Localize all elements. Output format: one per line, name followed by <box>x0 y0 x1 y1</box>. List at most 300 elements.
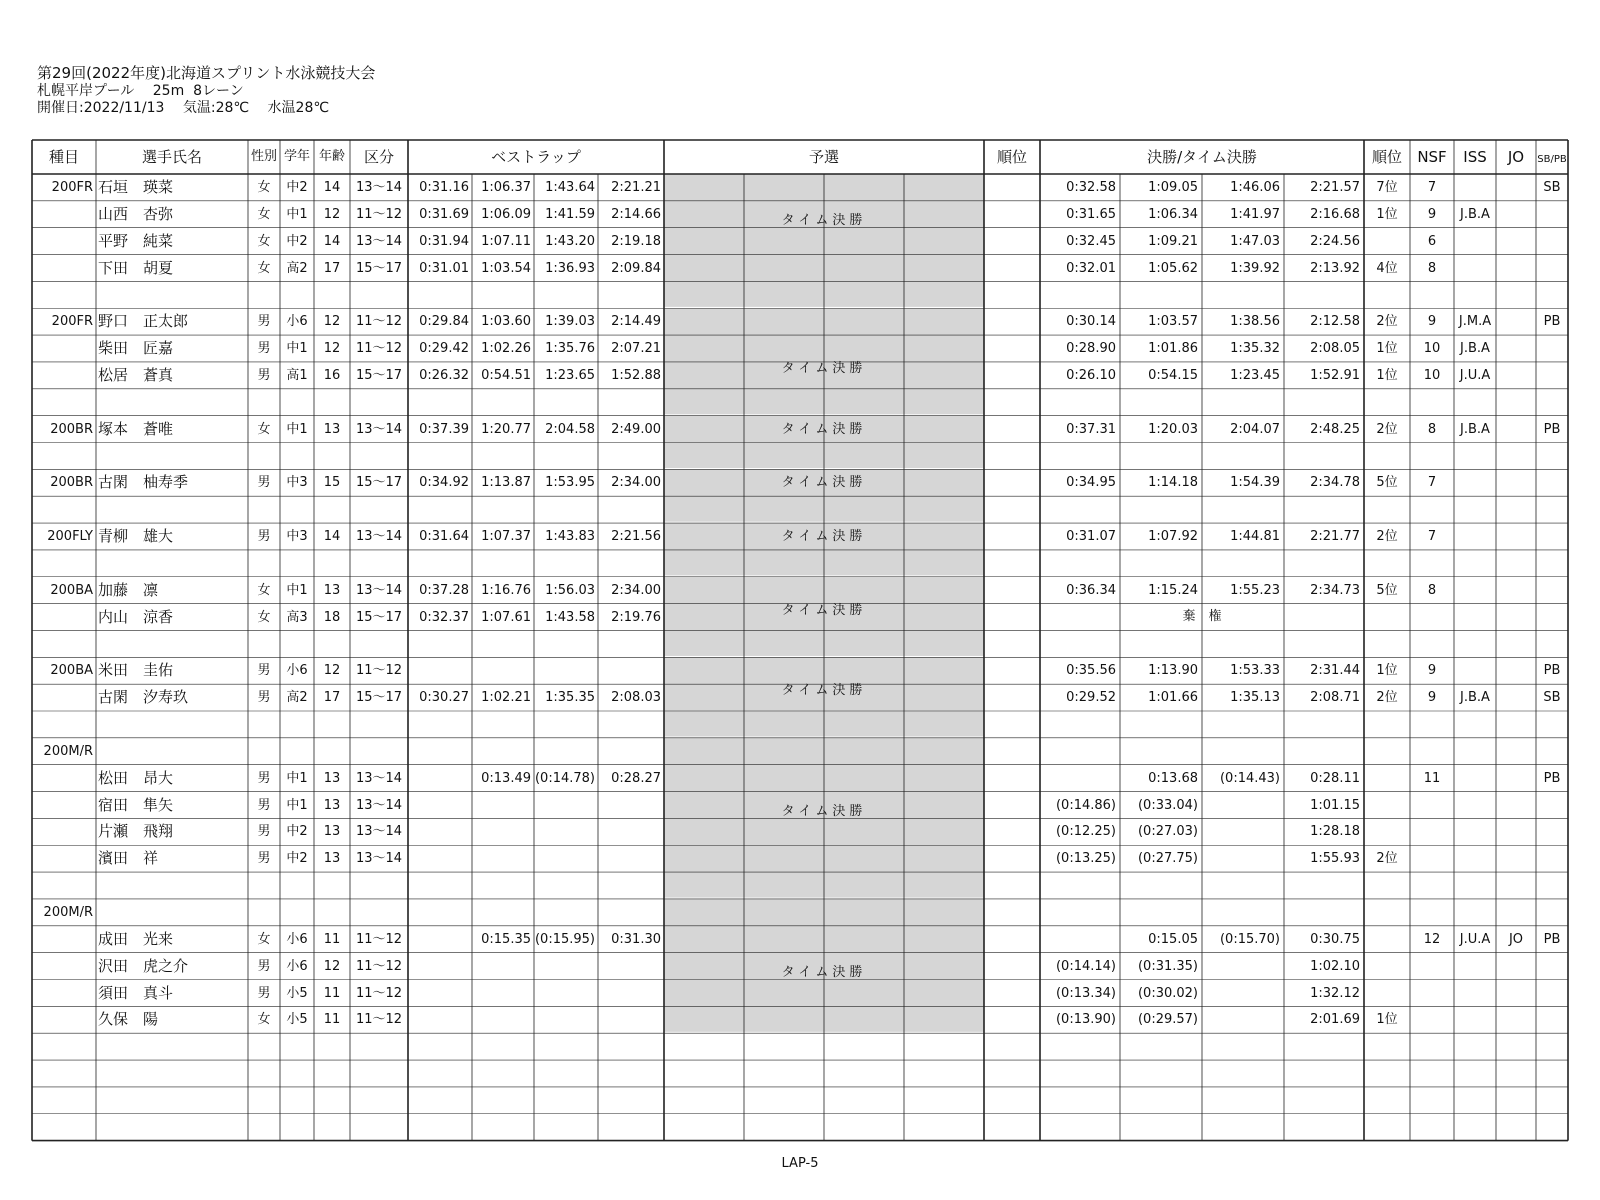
final-rank-cell: 5位 <box>1376 475 1398 491</box>
final-lap-cell: 0:15.05 <box>1148 931 1198 947</box>
abstain-label: 棄 権 <box>1182 608 1222 624</box>
sex-cell: 男 <box>257 314 271 330</box>
final-rank-cell: 2位 <box>1376 529 1398 545</box>
age-cell: 11 <box>323 1012 341 1028</box>
final-lap-cell: 2:48.25 <box>1310 421 1360 437</box>
final-lap-cell: 0:31.07 <box>1066 529 1116 545</box>
header-event: 種目 <box>48 148 79 166</box>
sex-cell: 女 <box>257 260 271 276</box>
age-cell: 13 <box>323 824 341 840</box>
sbpb-cell: PB <box>1543 421 1561 437</box>
final-lap-cell: 1:03.57 <box>1148 314 1198 330</box>
best-lap-cell: 1:02.26 <box>481 341 531 357</box>
sex-cell: 男 <box>257 475 271 491</box>
header-final: 決勝/タイム決勝 <box>1147 148 1257 166</box>
final-lap-cell: 0:28.90 <box>1066 341 1116 357</box>
sex-cell: 男 <box>257 797 271 813</box>
iss-cell: J.U.A <box>1459 931 1491 947</box>
sex-cell: 男 <box>257 985 271 1001</box>
grade-cell: 高1 <box>286 367 308 383</box>
best-lap-cell: 2:07.21 <box>611 341 661 357</box>
final-lap-cell: 1:38.56 <box>1230 314 1280 330</box>
final-rank-cell: 7位 <box>1376 180 1398 195</box>
sex-cell: 女 <box>257 931 271 947</box>
final-lap-cell: 0:37.31 <box>1066 421 1116 437</box>
timed-final-label: タイム決勝 <box>781 965 867 981</box>
final-lap-cell: 0:28.11 <box>1310 770 1360 786</box>
best-lap-cell: 2:49.00 <box>611 421 661 437</box>
final-lap-cell: 1:44.81 <box>1230 529 1280 545</box>
class-cell: 13〜14 <box>355 421 403 437</box>
final-lap-cell: 2:16.68 <box>1310 206 1360 222</box>
best-lap-cell: 2:21.56 <box>611 529 661 545</box>
best-lap-cell: 2:34.00 <box>611 475 661 491</box>
best-lap-cell: 0:31.94 <box>419 233 469 249</box>
best-lap-cell: 0:31.64 <box>419 529 469 545</box>
nsf-cell: 8 <box>1427 260 1437 276</box>
age-cell: 14 <box>323 529 341 545</box>
age-cell: 13 <box>323 851 341 867</box>
final-lap-cell: (0:27.75) <box>1137 851 1198 867</box>
swimmer-name: 下田 胡夏 <box>98 258 174 277</box>
final-lap-cell: 2:13.92 <box>1310 260 1360 276</box>
class-cell: 15〜17 <box>355 475 403 491</box>
final-lap-cell: 1:55.23 <box>1230 582 1280 598</box>
event-cell: 200BR <box>50 475 93 491</box>
final-lap-cell: 1:54.39 <box>1230 475 1280 491</box>
final-lap-cell: 0:32.45 <box>1066 233 1116 249</box>
best-lap-cell: 1:20.77 <box>481 421 531 437</box>
sbpb-cell: PB <box>1543 663 1561 679</box>
sex-cell: 女 <box>257 609 271 625</box>
swimmer-name: 宿田 隼矢 <box>98 795 174 814</box>
final-lap-cell: 1:35.13 <box>1230 690 1280 706</box>
best-lap-cell: 1:06.09 <box>481 206 531 222</box>
best-lap-cell: 0:31.01 <box>419 260 469 276</box>
best-lap-cell: 1:43.58 <box>545 609 595 625</box>
event-cell: 200FR <box>51 180 93 195</box>
final-lap-cell: (0:15.70) <box>1219 931 1280 947</box>
final-lap-cell: 2:08.71 <box>1310 690 1360 706</box>
timed-final-label: タイム決勝 <box>781 683 867 699</box>
age-cell: 18 <box>323 609 341 625</box>
sex-cell: 男 <box>257 663 271 679</box>
best-lap-cell: 2:21.21 <box>611 180 661 195</box>
best-lap-cell: 2:34.00 <box>611 582 661 598</box>
final-lap-cell: 1:09.21 <box>1148 233 1198 249</box>
final-lap-cell: 1:01.15 <box>1310 797 1360 813</box>
class-cell: 11〜12 <box>355 314 403 330</box>
sex-cell: 男 <box>257 529 271 545</box>
best-lap-cell: 1:23.65 <box>545 367 595 383</box>
nsf-cell: 8 <box>1427 582 1437 598</box>
best-lap-cell: 0:34.92 <box>419 475 469 491</box>
age-cell: 12 <box>323 958 341 974</box>
nsf-cell: 9 <box>1427 314 1437 330</box>
grade-cell: 中2 <box>286 180 308 195</box>
best-lap-cell: 1:43.20 <box>545 233 595 249</box>
final-lap-cell: 0:30.75 <box>1310 931 1360 947</box>
final-lap-cell: 2:31.44 <box>1310 663 1360 679</box>
class-cell: 13〜14 <box>355 529 403 545</box>
header-age: 年齢 <box>318 149 345 164</box>
swimmer-name: 米田 圭佑 <box>98 661 174 680</box>
final-lap-cell: 1:41.97 <box>1230 206 1280 222</box>
best-lap-cell: 0:30.27 <box>419 690 469 706</box>
swimmer-name: 濱田 祥 <box>98 849 159 868</box>
best-lap-cell: 1:36.93 <box>545 260 595 276</box>
final-lap-cell: (0:14.86) <box>1055 797 1116 813</box>
swimmer-name: 須田 真斗 <box>98 983 174 1002</box>
final-lap-cell: 1:14.18 <box>1148 475 1198 491</box>
swimmer-name: 成田 光来 <box>98 929 174 948</box>
final-rank-cell: 4位 <box>1376 260 1398 276</box>
final-lap-cell: 1:35.32 <box>1230 341 1280 357</box>
event-cell: 200BR <box>50 421 93 437</box>
header-grade: 学年 <box>283 149 310 164</box>
age-cell: 17 <box>323 260 341 276</box>
best-lap-cell: 1:52.88 <box>611 367 661 383</box>
timed-final-label: タイム決勝 <box>781 529 867 545</box>
final-lap-cell: 1:13.90 <box>1148 663 1198 679</box>
final-lap-cell: (0:33.04) <box>1137 797 1198 813</box>
nsf-cell: 7 <box>1427 475 1437 491</box>
sex-cell: 男 <box>257 367 271 383</box>
final-lap-cell: 2:34.78 <box>1310 475 1360 491</box>
final-lap-cell: 0:29.52 <box>1066 690 1116 706</box>
iss-cell: J.U.A <box>1459 367 1491 383</box>
final-rank-cell: 2位 <box>1376 421 1398 437</box>
grade-cell: 小6 <box>286 931 308 947</box>
header-best-lap: ベストラップ <box>491 148 581 166</box>
sbpb-cell: PB <box>1543 931 1561 947</box>
swimmer-name: 石垣 瑛菜 <box>98 178 174 196</box>
final-lap-cell: 1:05.62 <box>1148 260 1198 276</box>
class-cell: 11〜12 <box>355 1012 403 1028</box>
best-lap-cell: 0:32.37 <box>419 609 469 625</box>
header-prelim: 予選 <box>808 148 839 166</box>
final-lap-cell: 1:06.34 <box>1148 206 1198 222</box>
class-cell: 11〜12 <box>355 958 403 974</box>
nsf-cell: 10 <box>1423 341 1441 357</box>
final-lap-cell: 2:21.57 <box>1310 180 1360 195</box>
grade-cell: 中1 <box>286 421 308 437</box>
class-cell: 15〜17 <box>355 690 403 706</box>
best-lap-cell: (0:14.78) <box>534 770 595 786</box>
best-lap-cell: 1:43.83 <box>545 529 595 545</box>
grade-cell: 中2 <box>286 233 308 249</box>
swimmer-name: 塚本 蒼唯 <box>98 419 174 438</box>
age-cell: 13 <box>323 421 341 437</box>
class-cell: 13〜14 <box>355 770 403 786</box>
final-lap-cell: (0:31.35) <box>1137 958 1198 974</box>
final-rank-cell: 1位 <box>1376 341 1398 357</box>
swimmer-name: 青柳 雄大 <box>98 527 174 546</box>
best-lap-cell: 1:53.95 <box>545 475 595 491</box>
best-lap-cell: 0:29.84 <box>419 314 469 330</box>
event-cell: 200M/R <box>43 904 93 920</box>
grade-cell: 中1 <box>286 797 308 813</box>
best-lap-cell: 0:28.27 <box>611 770 661 786</box>
final-lap-cell: 1:53.33 <box>1230 663 1280 679</box>
final-lap-cell: 1:39.92 <box>1230 260 1280 276</box>
best-lap-cell: 0:26.32 <box>419 367 469 383</box>
final-lap-cell: (0:13.34) <box>1055 985 1116 1001</box>
final-lap-cell: 0:32.01 <box>1066 260 1116 276</box>
event-cell: 200FLY <box>47 529 93 545</box>
grade-cell: 中1 <box>286 341 308 357</box>
header-class: 区分 <box>363 148 394 166</box>
meet-title: 第29回(2022年度)北海道スプリント水泳競技大会 <box>37 64 376 82</box>
best-lap-cell: 1:03.54 <box>481 260 531 276</box>
sex-cell: 男 <box>257 690 271 706</box>
age-cell: 15 <box>323 475 341 491</box>
sbpb-cell: PB <box>1543 770 1561 786</box>
sex-cell: 女 <box>257 421 271 437</box>
sbpb-cell: PB <box>1543 314 1561 330</box>
final-lap-cell: (0:29.57) <box>1137 1012 1198 1028</box>
sex-cell: 女 <box>257 582 271 598</box>
swimmer-name: 柴田 匠嘉 <box>98 339 174 358</box>
final-lap-cell: 1:01.86 <box>1148 341 1198 357</box>
best-lap-cell: 1:06.37 <box>481 180 531 195</box>
best-lap-cell: 0:13.49 <box>481 770 531 786</box>
final-lap-cell: 2:08.05 <box>1310 341 1360 357</box>
header-jo: JO <box>1507 148 1525 166</box>
sex-cell: 女 <box>257 180 271 195</box>
final-lap-cell: 0:32.58 <box>1066 180 1116 195</box>
final-rank-cell: 5位 <box>1376 582 1398 598</box>
grade-cell: 小6 <box>286 958 308 974</box>
final-lap-cell: 1:52.91 <box>1310 367 1360 383</box>
nsf-cell: 9 <box>1427 206 1437 222</box>
nsf-cell: 7 <box>1427 180 1437 195</box>
grade-cell: 中1 <box>286 206 308 222</box>
nsf-cell: 11 <box>1423 770 1441 786</box>
best-lap-cell: 1:39.03 <box>545 314 595 330</box>
swimmer-name: 久保 陽 <box>98 1010 159 1029</box>
final-lap-cell: 0:36.34 <box>1066 582 1116 598</box>
timed-final-label: タイム決勝 <box>781 421 867 437</box>
age-cell: 12 <box>323 206 341 222</box>
final-lap-cell: 2:04.07 <box>1230 421 1280 437</box>
best-lap-cell: 2:04.58 <box>545 421 595 437</box>
best-lap-cell: 1:41.59 <box>545 206 595 222</box>
meet-date: 開催日:2022/11/13 気温:28℃ 水温28℃ <box>37 100 330 116</box>
best-lap-cell: 2:19.76 <box>611 609 661 625</box>
best-lap-cell: 1:35.76 <box>545 341 595 357</box>
class-cell: 13〜14 <box>355 582 403 598</box>
event-cell: 200FR <box>51 314 93 330</box>
final-lap-cell: (0:13.25) <box>1055 851 1116 867</box>
header-nsf: NSF <box>1417 148 1447 166</box>
best-lap-cell: 1:43.64 <box>545 180 595 195</box>
final-lap-cell: 1:28.18 <box>1310 824 1360 840</box>
class-cell: 11〜12 <box>355 663 403 679</box>
grade-cell: 小5 <box>286 1012 308 1028</box>
best-lap-cell: 0:15.35 <box>481 931 531 947</box>
class-cell: 11〜12 <box>355 206 403 222</box>
grade-cell: 中2 <box>286 851 308 867</box>
best-lap-cell: 0:29.42 <box>419 341 469 357</box>
final-lap-cell: (0:12.25) <box>1055 824 1116 840</box>
final-lap-cell: 0:35.56 <box>1066 663 1116 679</box>
age-cell: 16 <box>323 367 341 383</box>
best-lap-cell: 1:07.37 <box>481 529 531 545</box>
nsf-cell: 7 <box>1427 529 1437 545</box>
header-sex: 性別 <box>250 149 277 164</box>
best-lap-cell: 2:09.84 <box>611 260 661 276</box>
final-lap-cell: 1:01.66 <box>1148 690 1198 706</box>
best-lap-cell: (0:15.95) <box>534 931 595 947</box>
age-cell: 14 <box>323 180 341 195</box>
timed-final-label: タイム決勝 <box>781 475 867 491</box>
final-lap-cell: 1:02.10 <box>1310 958 1360 974</box>
grade-cell: 中2 <box>286 824 308 840</box>
best-lap-cell: 0:31.16 <box>419 180 469 195</box>
event-cell: 200BA <box>50 663 93 679</box>
iss-cell: J.B.A <box>1460 206 1490 222</box>
sbpb-cell: SB <box>1543 180 1561 195</box>
best-lap-cell: 1:03.60 <box>481 314 531 330</box>
class-cell: 15〜17 <box>355 367 403 383</box>
best-lap-cell: 1:07.11 <box>481 233 531 249</box>
iss-cell: J.B.A <box>1460 421 1490 437</box>
grade-cell: 中3 <box>286 475 308 491</box>
final-rank-cell: 2位 <box>1376 690 1398 706</box>
swimmer-name: 沢田 虎之介 <box>98 956 189 975</box>
final-lap-cell: 1:15.24 <box>1148 582 1198 598</box>
grade-cell: 高2 <box>286 690 308 706</box>
class-cell: 13〜14 <box>355 797 403 813</box>
final-lap-cell: 2:01.69 <box>1310 1012 1360 1028</box>
class-cell: 15〜17 <box>355 609 403 625</box>
class-cell: 13〜14 <box>355 851 403 867</box>
best-lap-cell: 1:13.87 <box>481 475 531 491</box>
grade-cell: 小6 <box>286 314 308 330</box>
final-lap-cell: 2:34.73 <box>1310 582 1360 598</box>
final-lap-cell: 0:31.65 <box>1066 206 1116 222</box>
swimmer-name: 内山 涼香 <box>98 607 174 626</box>
swimmer-name: 松田 昂大 <box>98 768 174 787</box>
swimmer-name: 野口 正太郎 <box>98 312 189 331</box>
final-lap-cell: 1:47.03 <box>1230 233 1280 249</box>
header-final-rank: 順位 <box>1371 148 1402 166</box>
timed-final-label: タイム決勝 <box>781 602 867 618</box>
best-lap-cell: 1:56.03 <box>545 582 595 598</box>
best-lap-cell: 2:14.66 <box>611 206 661 222</box>
sex-cell: 男 <box>257 824 271 840</box>
best-lap-cell: 0:37.39 <box>419 421 469 437</box>
header-prelim-rank: 順位 <box>996 148 1027 166</box>
final-lap-cell: 1:32.12 <box>1310 985 1360 1001</box>
timed-final-label: タイム決勝 <box>781 803 867 819</box>
final-lap-cell: 0:34.95 <box>1066 475 1116 491</box>
nsf-cell: 10 <box>1423 367 1441 383</box>
swimmer-name: 山西 杏弥 <box>98 204 174 223</box>
age-cell: 11 <box>323 985 341 1001</box>
sex-cell: 男 <box>257 770 271 786</box>
best-lap-cell: 1:35.35 <box>545 690 595 706</box>
sex-cell: 男 <box>257 958 271 974</box>
iss-cell: J.B.A <box>1460 690 1490 706</box>
age-cell: 11 <box>323 931 341 947</box>
nsf-cell: 9 <box>1427 690 1437 706</box>
grade-cell: 小5 <box>286 985 308 1001</box>
grade-cell: 高2 <box>286 260 308 276</box>
final-lap-cell: 1:07.92 <box>1148 529 1198 545</box>
sbpb-cell: SB <box>1543 690 1561 706</box>
timed-final-label: タイム決勝 <box>781 213 867 229</box>
final-lap-cell: 1:09.05 <box>1148 180 1198 195</box>
final-lap-cell: 1:23.45 <box>1230 367 1280 383</box>
class-cell: 15〜17 <box>355 260 403 276</box>
best-lap-cell: 2:19.18 <box>611 233 661 249</box>
header-iss: ISS <box>1463 148 1487 166</box>
header-sbpb: SB/PB <box>1537 154 1567 165</box>
timed-final-label: タイム決勝 <box>781 360 867 376</box>
swimmer-name: 古閑 汐寿玖 <box>98 688 189 707</box>
class-cell: 13〜14 <box>355 233 403 249</box>
final-lap-cell: 0:54.15 <box>1148 367 1198 383</box>
age-cell: 14 <box>323 233 341 249</box>
nsf-cell: 9 <box>1427 663 1437 679</box>
grade-cell: 小6 <box>286 663 308 679</box>
age-cell: 13 <box>323 582 341 598</box>
iss-cell: J.M.A <box>1458 314 1492 330</box>
nsf-cell: 8 <box>1427 421 1437 437</box>
final-rank-cell: 2位 <box>1376 851 1398 867</box>
grade-cell: 中1 <box>286 770 308 786</box>
final-rank-cell: 1位 <box>1376 206 1398 222</box>
age-cell: 12 <box>323 341 341 357</box>
final-lap-cell: (0:14.14) <box>1055 958 1116 974</box>
swimmer-name: 加藤 凛 <box>98 580 159 599</box>
sex-cell: 女 <box>257 206 271 222</box>
best-lap-cell: 0:31.30 <box>611 931 661 947</box>
class-cell: 11〜12 <box>355 341 403 357</box>
age-cell: 12 <box>323 314 341 330</box>
grade-cell: 中1 <box>286 582 308 598</box>
class-cell: 11〜12 <box>355 985 403 1001</box>
best-lap-cell: 0:31.69 <box>419 206 469 222</box>
final-lap-cell: (0:14.43) <box>1219 770 1280 786</box>
sex-cell: 男 <box>257 851 271 867</box>
final-lap-cell: (0:30.02) <box>1137 985 1198 1001</box>
final-lap-cell: 0:26.10 <box>1066 367 1116 383</box>
best-lap-cell: 1:02.21 <box>481 690 531 706</box>
grade-cell: 中3 <box>286 529 308 545</box>
class-cell: 13〜14 <box>355 180 403 195</box>
nsf-cell: 6 <box>1427 233 1437 249</box>
nsf-cell: 12 <box>1423 931 1441 947</box>
final-rank-cell: 1位 <box>1376 1012 1398 1028</box>
header-name: 選手氏名 <box>141 148 202 166</box>
age-cell: 13 <box>323 797 341 813</box>
age-cell: 13 <box>323 770 341 786</box>
swimmer-name: 松居 蒼真 <box>98 365 174 384</box>
event-cell: 200M/R <box>43 743 93 759</box>
final-rank-cell: 1位 <box>1376 367 1398 383</box>
age-cell: 17 <box>323 690 341 706</box>
best-lap-cell: 0:54.51 <box>481 367 531 383</box>
final-lap-cell: 0:30.14 <box>1066 314 1116 330</box>
best-lap-cell: 1:16.76 <box>481 582 531 598</box>
age-cell: 12 <box>323 663 341 679</box>
final-lap-cell: 2:12.58 <box>1310 314 1360 330</box>
meet-venue: 札幌平岸プール 25m 8レーン <box>37 83 244 99</box>
final-lap-cell: (0:13.90) <box>1055 1012 1116 1028</box>
